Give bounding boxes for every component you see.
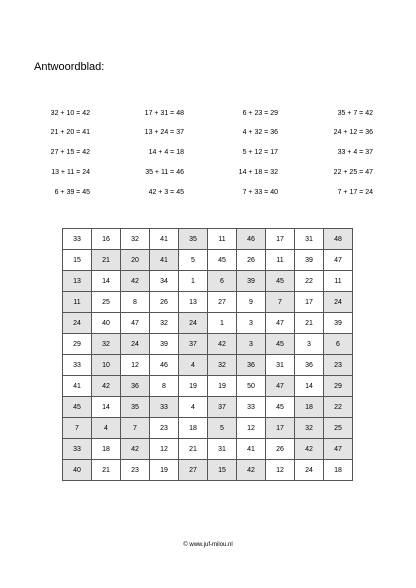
grid-cell: 12 [121, 355, 150, 376]
answer-item: 13 + 11 = 24 [51, 169, 90, 176]
grid-cell: 14 [295, 376, 324, 397]
grid-row [63, 292, 353, 313]
grid-row [63, 229, 353, 250]
grid-cell: 36 [295, 355, 324, 376]
answer-item: 13 + 24 = 37 [144, 129, 184, 136]
grid-cell: 19 [179, 376, 208, 397]
grid-cell: 24 [324, 292, 353, 313]
grid-cell: 5 [208, 418, 237, 439]
grid-cell: 32 [295, 418, 324, 439]
grid-cell: 33 [63, 355, 92, 376]
grid-cell: 23 [324, 355, 353, 376]
grid-cell: 8 [121, 292, 150, 313]
footer-credit: © www.juf-milou.nl [183, 542, 233, 548]
grid-cell: 12 [266, 460, 295, 481]
grid-row [63, 376, 353, 397]
grid-cell: 19 [150, 460, 179, 481]
grid-cell: 48 [324, 229, 353, 250]
answer-item: 14 + 4 = 18 [148, 149, 184, 156]
grid-cell: 26 [237, 250, 266, 271]
grid-cell: 26 [266, 439, 295, 460]
grid-cell: 6 [208, 271, 237, 292]
grid-cell: 1 [208, 313, 237, 334]
grid-cell: 33 [237, 397, 266, 418]
grid-cell: 8 [150, 376, 179, 397]
grid-cell: 31 [208, 439, 237, 460]
grid-cell: 27 [208, 292, 237, 313]
answer-item: 32 + 10 = 42 [50, 110, 90, 117]
grid-cell: 3 [237, 313, 266, 334]
grid-cell: 11 [63, 292, 92, 313]
grid-cell: 5 [179, 250, 208, 271]
grid-cell: 45 [63, 397, 92, 418]
grid-cell: 17 [295, 292, 324, 313]
grid-cell: 15 [208, 460, 237, 481]
grid-cell: 21 [179, 439, 208, 460]
grid-cell: 14 [92, 397, 121, 418]
grid-cell: 46 [237, 229, 266, 250]
grid-cell: 35 [121, 397, 150, 418]
grid-cell: 47 [324, 439, 353, 460]
grid-cell: 24 [63, 313, 92, 334]
number-grid-table [62, 228, 353, 481]
grid-cell: 3 [295, 334, 324, 355]
grid-cell: 35 [179, 229, 208, 250]
grid-cell: 36 [121, 376, 150, 397]
page-title: Antwoordblad: [34, 61, 105, 73]
grid-cell: 39 [324, 313, 353, 334]
grid-cell: 33 [63, 229, 92, 250]
grid-cell: 13 [179, 292, 208, 313]
answer-item: 17 + 31 = 48 [144, 110, 184, 117]
grid-row [63, 334, 353, 355]
grid-cell: 32 [121, 229, 150, 250]
grid-cell: 31 [266, 355, 295, 376]
grid-cell: 23 [150, 418, 179, 439]
grid-cell: 18 [179, 418, 208, 439]
grid-cell: 32 [150, 313, 179, 334]
grid-cell: 7 [63, 418, 92, 439]
grid-cell: 10 [92, 355, 121, 376]
grid-cell: 7 [121, 418, 150, 439]
grid-cell: 11 [266, 250, 295, 271]
grid-cell: 11 [208, 229, 237, 250]
grid-cell: 33 [150, 397, 179, 418]
grid-row [63, 418, 353, 439]
answer-item: 42 + 3 = 45 [148, 189, 184, 196]
grid-cell: 18 [92, 439, 121, 460]
grid-cell: 17 [266, 418, 295, 439]
grid-cell: 25 [92, 292, 121, 313]
grid-cell: 42 [121, 271, 150, 292]
grid-cell: 39 [150, 334, 179, 355]
grid-cell: 50 [237, 376, 266, 397]
answer-item: 22 + 25 = 47 [333, 169, 373, 176]
grid-cell: 37 [208, 397, 237, 418]
grid-cell: 27 [179, 460, 208, 481]
grid-cell: 32 [92, 334, 121, 355]
grid-cell: 11 [324, 271, 353, 292]
grid-row [63, 397, 353, 418]
grid-cell: 23 [121, 460, 150, 481]
grid-cell: 17 [266, 229, 295, 250]
grid-cell: 24 [179, 313, 208, 334]
grid-cell: 24 [295, 460, 324, 481]
grid-cell: 39 [237, 271, 266, 292]
grid-cell: 42 [121, 439, 150, 460]
grid-cell: 21 [92, 460, 121, 481]
answer-item: 14 + 18 = 32 [238, 169, 278, 176]
answer-item: 33 + 4 = 37 [337, 149, 373, 156]
grid-cell: 19 [208, 376, 237, 397]
grid-cell: 45 [266, 397, 295, 418]
grid-row [63, 271, 353, 292]
grid-cell: 13 [63, 271, 92, 292]
grid-cell: 24 [121, 334, 150, 355]
grid-cell: 4 [179, 355, 208, 376]
grid-cell: 18 [295, 397, 324, 418]
grid-cell: 36 [237, 355, 266, 376]
grid-cell: 45 [208, 250, 237, 271]
answer-item: 6 + 39 = 45 [54, 189, 90, 196]
grid-cell: 41 [63, 376, 92, 397]
grid-cell: 12 [237, 418, 266, 439]
grid-row [63, 355, 353, 376]
answer-item: 27 + 15 = 42 [50, 149, 90, 156]
grid-cell: 47 [266, 313, 295, 334]
grid-cell: 47 [266, 376, 295, 397]
answer-item: 5 + 12 = 17 [242, 149, 278, 156]
grid-cell: 37 [179, 334, 208, 355]
answer-item: 35 + 7 = 42 [337, 110, 373, 117]
number-grid [62, 228, 353, 481]
grid-cell: 29 [63, 334, 92, 355]
grid-cell: 32 [208, 355, 237, 376]
grid-row [63, 460, 353, 481]
grid-cell: 41 [150, 229, 179, 250]
grid-cell: 22 [324, 397, 353, 418]
grid-cell: 41 [150, 250, 179, 271]
grid-cell: 9 [237, 292, 266, 313]
grid-cell: 6 [324, 334, 353, 355]
grid-cell: 47 [121, 313, 150, 334]
grid-cell: 12 [150, 439, 179, 460]
grid-cell: 40 [92, 313, 121, 334]
grid-cell: 4 [179, 397, 208, 418]
grid-cell: 3 [237, 334, 266, 355]
grid-row [63, 313, 353, 334]
grid-cell: 21 [295, 313, 324, 334]
grid-cell: 16 [92, 229, 121, 250]
grid-cell: 20 [121, 250, 150, 271]
grid-cell: 42 [237, 460, 266, 481]
grid-cell: 7 [266, 292, 295, 313]
grid-cell: 33 [63, 439, 92, 460]
grid-row [63, 439, 353, 460]
answer-item: 4 + 32 = 36 [242, 129, 278, 136]
grid-cell: 42 [92, 376, 121, 397]
grid-cell: 41 [237, 439, 266, 460]
grid-cell: 42 [295, 439, 324, 460]
grid-cell: 26 [150, 292, 179, 313]
answer-item: 7 + 33 = 40 [242, 189, 278, 196]
grid-cell: 25 [324, 418, 353, 439]
grid-cell: 39 [295, 250, 324, 271]
grid-cell: 29 [324, 376, 353, 397]
grid-cell: 47 [324, 250, 353, 271]
answer-item: 24 + 12 = 36 [333, 129, 373, 136]
grid-cell: 1 [179, 271, 208, 292]
grid-cell: 45 [266, 271, 295, 292]
grid-cell: 18 [324, 460, 353, 481]
grid-cell: 14 [92, 271, 121, 292]
answer-item: 6 + 23 = 29 [242, 110, 278, 117]
grid-cell: 4 [92, 418, 121, 439]
grid-cell: 34 [150, 271, 179, 292]
grid-cell: 21 [92, 250, 121, 271]
answer-item: 7 + 17 = 24 [337, 189, 373, 196]
grid-cell: 40 [63, 460, 92, 481]
grid-cell: 46 [150, 355, 179, 376]
grid-row [63, 250, 353, 271]
grid-cell: 31 [295, 229, 324, 250]
grid-cell: 22 [295, 271, 324, 292]
grid-cell: 15 [63, 250, 92, 271]
grid-cell: 42 [208, 334, 237, 355]
grid-cell: 45 [266, 334, 295, 355]
answer-item: 21 + 20 = 41 [50, 129, 90, 136]
answer-item: 35 + 11 = 46 [145, 169, 184, 176]
